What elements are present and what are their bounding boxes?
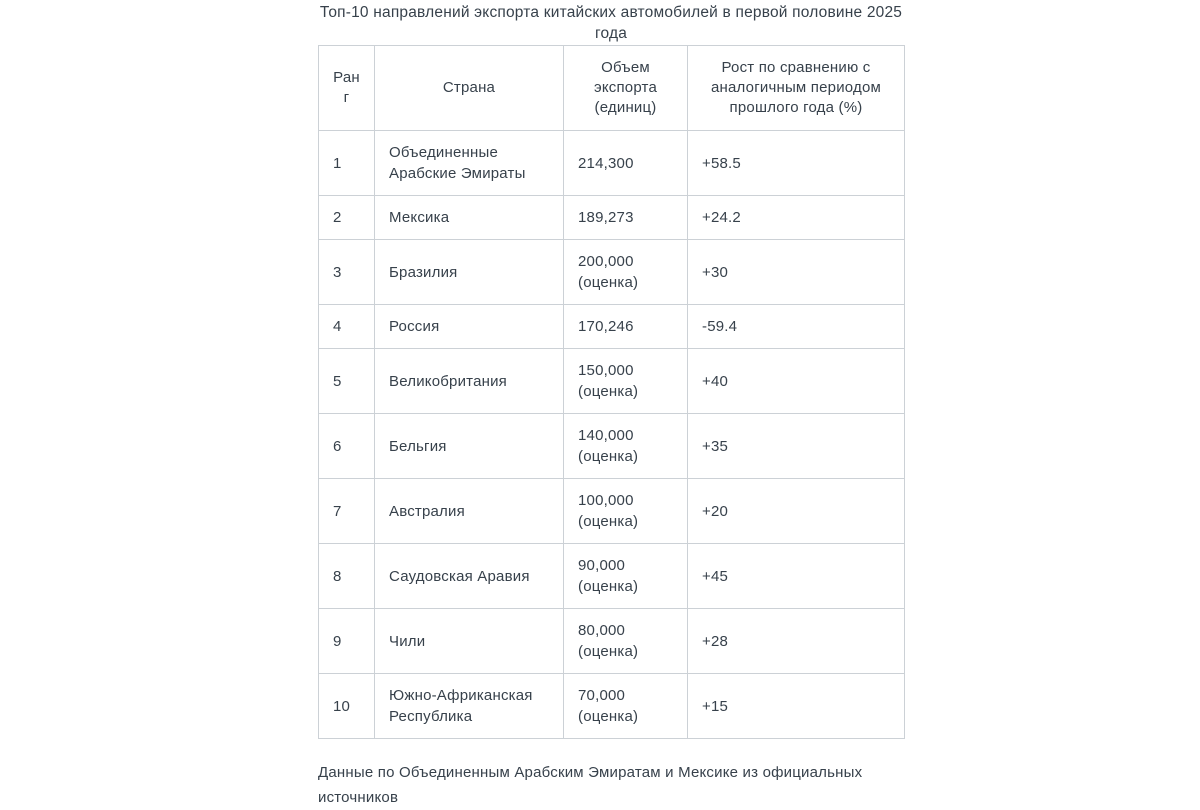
volume-cell [564, 240, 688, 305]
country-cell: Бразилия [375, 240, 564, 305]
volume-cell [564, 414, 688, 479]
table-row [319, 609, 905, 674]
volume-note: (оценка) [578, 448, 639, 465]
country-cell: Австралия [375, 479, 564, 544]
volume-value: 140,000 [578, 427, 634, 444]
growth-cell: +15 [688, 674, 905, 739]
table-row [319, 131, 905, 196]
volume-note: (оценка) [578, 383, 639, 400]
growth-cell: +45 [688, 544, 905, 609]
growth-cell: +35 [688, 414, 905, 479]
table-title: Топ-10 направлений экспорта китайских автомобилей в первой половине 2025 года [319, 4, 903, 42]
rank-cell: 2 [319, 196, 375, 240]
country-cell: Чили [375, 609, 564, 674]
rank-cell: 6 [319, 414, 375, 479]
country-cell: Великобритания [375, 349, 564, 414]
header-growth: Рост по сравнению с аналогичным периодом прошлого года (%) [688, 46, 905, 131]
country-cell: Мексика [375, 196, 564, 240]
export-destinations-table [318, 45, 905, 739]
article-content [318, 2, 904, 810]
source-footnote: Данные по Объединенным Арабским Эмиратам и Мексике из официальных источников [318, 764, 863, 806]
rank-cell: 10 [319, 674, 375, 739]
volume-value: 200,000 [578, 253, 634, 270]
header-rank: Ранг [319, 46, 375, 131]
growth-cell: +20 [688, 479, 905, 544]
table-row [319, 414, 905, 479]
volume-cell [564, 131, 688, 196]
volume-note: (оценка) [578, 513, 639, 530]
volume-note: (оценка) [578, 578, 639, 595]
volume-cell [564, 349, 688, 414]
table-row [319, 196, 905, 240]
table-row [319, 240, 905, 305]
rank-cell: 7 [319, 479, 375, 544]
growth-cell: +30 [688, 240, 905, 305]
growth-cell: +58.5 [688, 131, 905, 196]
growth-cell: -59.4 [688, 305, 905, 349]
table-row [319, 544, 905, 609]
volume-value: 150,000 [578, 362, 634, 379]
growth-cell: +40 [688, 349, 905, 414]
volume-value: 189,273 [578, 209, 634, 226]
growth-cell: +24.2 [688, 196, 905, 240]
rank-cell: 4 [319, 305, 375, 349]
volume-note: (оценка) [578, 643, 639, 660]
volume-cell [564, 479, 688, 544]
volume-value: 80,000 [578, 622, 626, 639]
rank-cell: 3 [319, 240, 375, 305]
volume-value: 214,300 [578, 154, 634, 172]
header-volume: Объем экспорта (единиц) [564, 46, 688, 131]
volume-cell [564, 305, 688, 349]
volume-cell [564, 544, 688, 609]
rank-cell: 1 [319, 131, 375, 196]
table-row [319, 479, 905, 544]
table-header [319, 46, 905, 131]
volume-value: 90,000 [578, 557, 626, 574]
volume-cell [564, 609, 688, 674]
table-body [319, 131, 905, 739]
volume-value: 170,246 [578, 318, 634, 335]
rank-cell: 8 [319, 544, 375, 609]
growth-cell: +28 [688, 609, 905, 674]
volume-value: 70,000 [578, 687, 626, 704]
rank-cell: 9 [319, 609, 375, 674]
volume-cell [564, 196, 688, 240]
volume-value: 100,000 [578, 492, 634, 509]
country-cell: Южно-Африканская Республика [375, 674, 564, 739]
rank-cell: 5 [319, 349, 375, 414]
table-row [319, 674, 905, 739]
country-cell: Объединенные Арабские Эмираты [375, 131, 564, 196]
table-row [319, 349, 905, 414]
header-row [319, 46, 905, 131]
volume-cell [564, 674, 688, 739]
country-cell: Саудовская Аравия [375, 544, 564, 609]
volume-note: (оценка) [578, 274, 639, 291]
header-country: Страна [375, 46, 564, 131]
table-row [319, 305, 905, 349]
country-cell: Россия [375, 305, 564, 349]
country-cell: Бельгия [375, 414, 564, 479]
volume-note: (оценка) [578, 708, 639, 725]
